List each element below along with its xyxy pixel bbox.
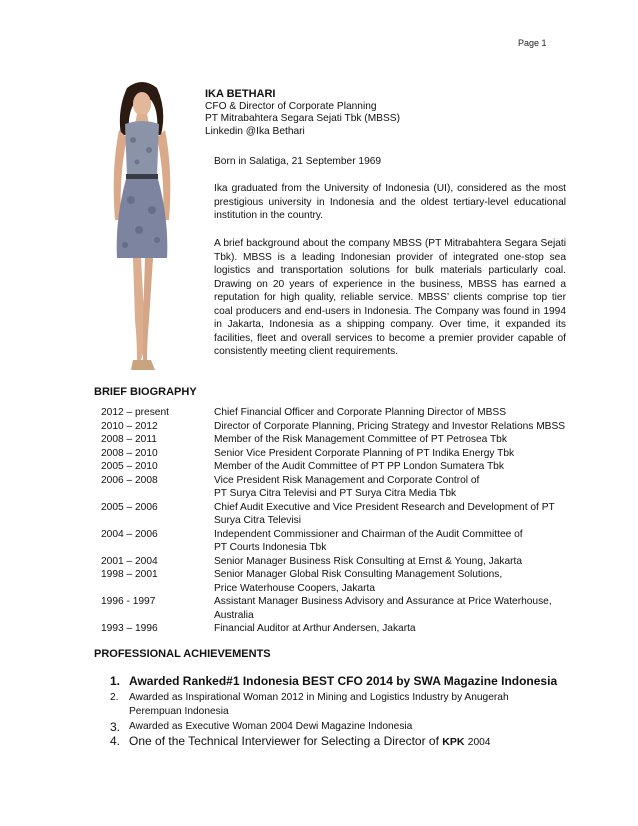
achievement-text: Awarded as Executive Woman 2004 Dewi Magazine Indonesia xyxy=(129,720,413,732)
timeline-desc: Price Waterhouse Coopers, Jakarta xyxy=(214,582,375,594)
profile-linkedin: Linkedin @Ika Bethari xyxy=(205,125,305,137)
timeline-years: 2008 – 2011 xyxy=(101,434,157,445)
achievement-text-continued: Perempuan Indonesia xyxy=(129,706,229,717)
timeline-years: 1998 – 2001 xyxy=(101,569,158,580)
timeline-desc: Chief Audit Executive and Vice President Research and Development of PT xyxy=(214,501,555,513)
bio-born: Born in Salatiga, 21 September 1969 xyxy=(214,156,382,167)
profile-header xyxy=(205,88,400,138)
achievement-item xyxy=(110,691,565,720)
timeline-desc: PT Surya Citra Televisi and PT Surya Citra Media Tbk xyxy=(214,488,457,499)
achievement-text: Awarded Ranked#1 Indonesia BEST CFO 2014 by SWA Magazine Indonesia xyxy=(129,674,558,688)
timeline-desc: Senior Vice President Corporate Planning of PT Indika Energy Tbk xyxy=(214,447,515,459)
timeline-years: 2005 – 2006 xyxy=(101,501,158,513)
timeline-row xyxy=(101,474,581,501)
timeline-row xyxy=(101,595,581,622)
timeline-desc: Member of the Risk Management Committee of PT Petrosea Tbk xyxy=(214,434,507,445)
biography-heading: BRIEF BIOGRAPHY xyxy=(94,386,197,398)
achievement-bold-term: KPK xyxy=(442,736,465,748)
achievement-year: 2004 xyxy=(467,737,491,748)
timeline-desc: Assistant Manager Business Advisory and Assurance at Price Waterhouse, xyxy=(214,596,552,607)
timeline-years: 1993 – 1996 xyxy=(101,623,158,634)
timeline-years: 2006 – 2008 xyxy=(101,474,158,486)
biography-timeline xyxy=(101,406,581,636)
timeline-desc: Surya Citra Televisi xyxy=(214,515,302,526)
timeline-row xyxy=(101,420,581,434)
profile-title: CFO & Director of Corporate Planning xyxy=(205,100,377,112)
timeline-row xyxy=(101,433,581,447)
timeline-desc: Member of the Audit Committee of PT PP London Sumatera Tbk xyxy=(214,461,504,472)
achievement-item xyxy=(110,734,565,751)
achievement-item xyxy=(110,720,565,735)
timeline-desc: Senior Manager Business Risk Consulting at Ernst & Young, Jakarta xyxy=(214,555,523,567)
timeline-desc: Chief Financial Officer and Corporate Planning Director of MBSS xyxy=(214,407,506,418)
achievement-item xyxy=(110,674,565,689)
timeline-row xyxy=(101,447,581,461)
achievements-list xyxy=(110,674,565,751)
timeline-years: 2010 – 2012 xyxy=(101,420,158,432)
profile-company: PT Mitrabahtera Segara Sejati Tbk (MBSS) xyxy=(205,113,400,124)
achievement-text: One of the Technical Interviewer for Selecting a Director of xyxy=(129,734,439,748)
timeline-desc: Financial Auditor at Arthur Andersen, Jakarta xyxy=(214,623,416,634)
timeline-desc: Senior Manager Global Risk Consulting Management Solutions, xyxy=(214,569,503,580)
achievement-number: 2. xyxy=(110,691,119,703)
page-number: Page 1 xyxy=(518,38,547,48)
achievement-number: 3. xyxy=(110,719,121,734)
timeline-desc: Vice President Risk Management and Corporate Control of xyxy=(214,474,480,486)
achievements-heading: PROFESSIONAL ACHIEVEMENTS xyxy=(94,648,271,660)
profile-photo xyxy=(97,80,187,372)
timeline-row xyxy=(101,406,581,420)
timeline-row xyxy=(101,460,581,474)
timeline-row xyxy=(101,568,581,595)
timeline-desc: Australia xyxy=(214,609,254,621)
achievement-number: 1. xyxy=(110,674,121,688)
timeline-years: 1996 - 1997 xyxy=(101,596,156,607)
profile-name: IKA BETHARI xyxy=(205,88,276,100)
timeline-row xyxy=(101,501,581,528)
timeline-desc: PT Courts Indonesia Tbk xyxy=(214,542,327,553)
timeline-desc: Director of Corporate Planning, Pricing Strategy and Investor Relations MBSS xyxy=(214,420,566,432)
achievement-number: 4. xyxy=(110,734,121,748)
timeline-row xyxy=(101,555,581,569)
timeline-years: 2004 – 2006 xyxy=(101,528,158,540)
timeline-years: 2001 – 2004 xyxy=(101,555,158,567)
timeline-years: 2008 – 2010 xyxy=(101,447,158,459)
bio-education: Ika graduated from the University of Indonesia (UI), considered as the most prestigious university in Indonesia and the oldest tertiary-level educational institution in the country. xyxy=(214,183,566,221)
achievement-text: Awarded as Inspirational Woman 2012 in Mining and Logistics Industry by Anugerah xyxy=(129,691,509,703)
timeline-desc: Independent Commissioner and Chairman of the Audit Committee of xyxy=(214,528,523,540)
bio-background: A brief background about the company MBSS (PT Mitrabahtera Segara Sejati Tbk). MBSS is a leading Indonesian provider of integrated one-stop sea logistics and transportation solutions for bulk materials particularly coal. Drawing on 20 years of experience in the business, MBSS has earned a reputation for high quality, reliable service. MBSS’ clients comprise top tier coal producers and end-users in Indonesia. The Company was found in 1994 in Jakarta, Indonesia as a shipping company. Over time, it expanded its facilities, fleet and overall services to become a premier provider capable of consistently meeting client requirements. xyxy=(214,238,566,357)
timeline-years: 2005 – 2010 xyxy=(101,461,158,472)
timeline-years: 2012 – present xyxy=(101,407,169,418)
timeline-row xyxy=(101,528,581,555)
timeline-row xyxy=(101,622,581,636)
